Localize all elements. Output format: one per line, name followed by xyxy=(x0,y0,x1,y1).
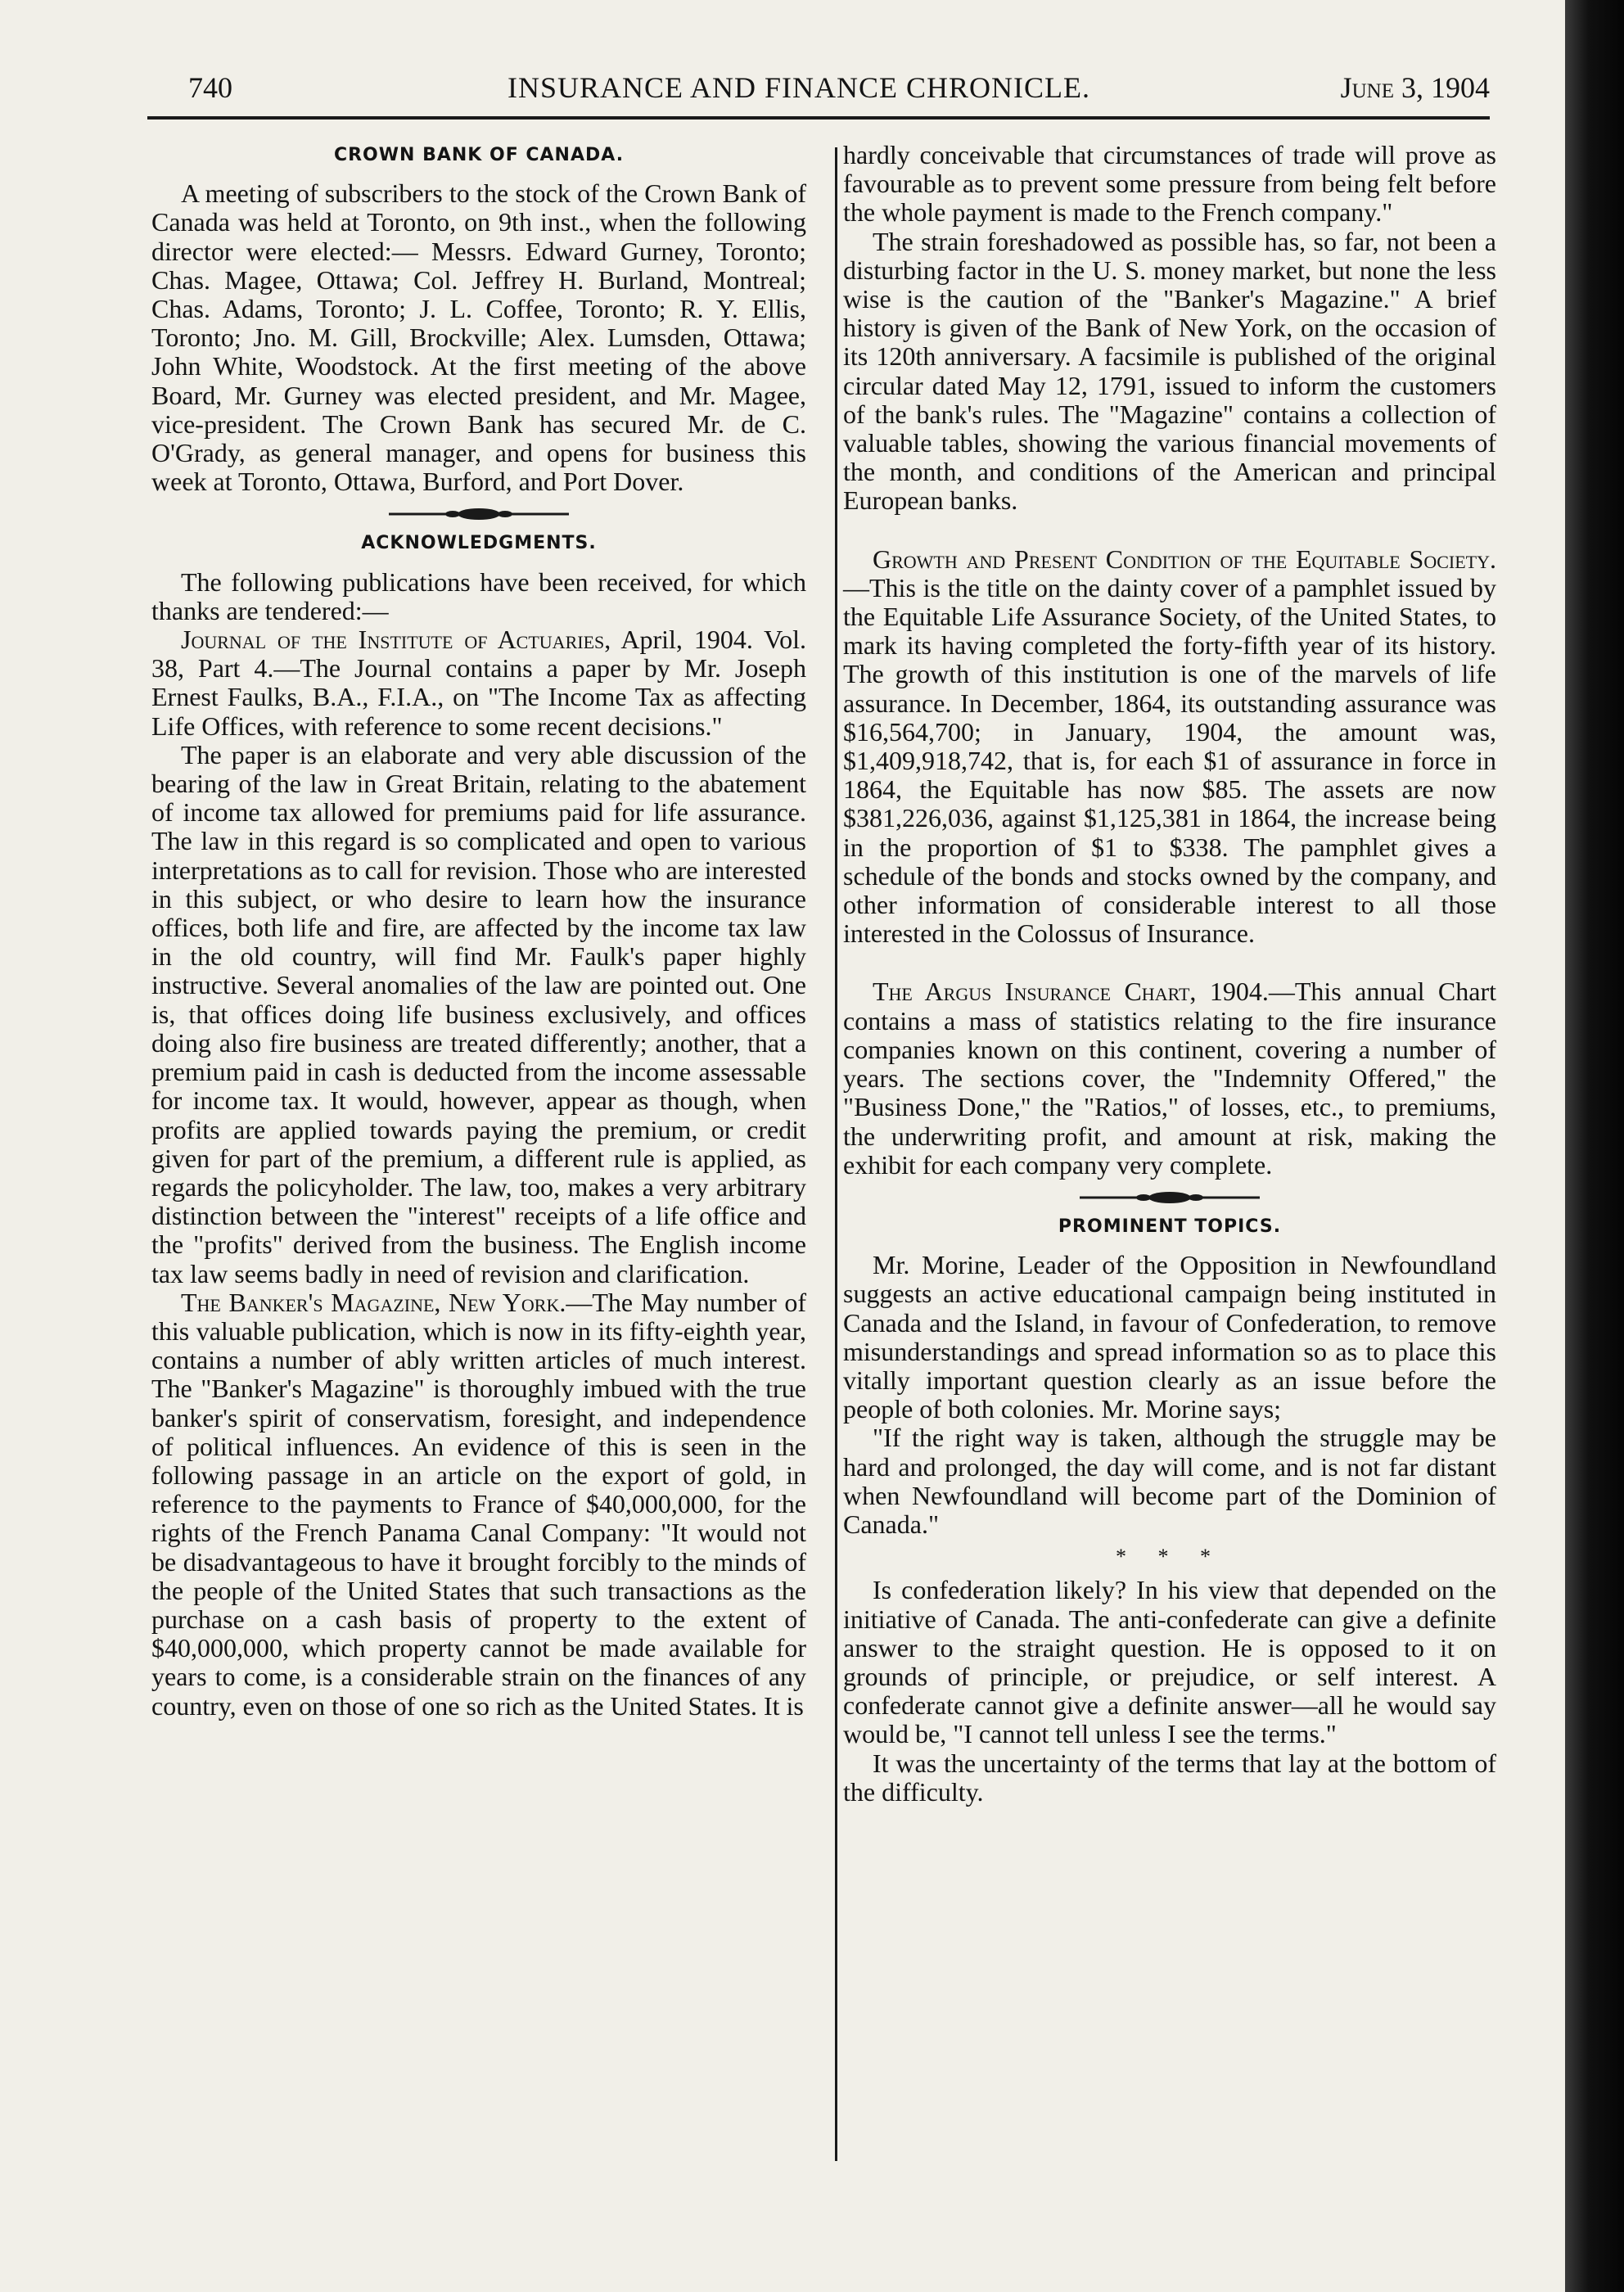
right-column xyxy=(843,141,1496,1807)
page-header xyxy=(147,64,1490,113)
acknowledgments-heading: ACKNOWLEDGMENTS. xyxy=(361,533,597,554)
left-column xyxy=(151,141,806,1721)
book-binding-edge xyxy=(1565,0,1624,2292)
income-tax-paper-paragraph: The paper is an elaborate and very able discussion of the bearing of the law in Great Britain, relating to the abatement of income tax allowed for premiums paid for life assurance. The law in this regard is so complicated and open to various interpretations as to call for revision. Those who are interested in this subject, or who desire to learn how the insurance offices, both life and fire, are affected by the income tax law in the old country, will find Mr. Faulk's paper highly instructive. Several anomalies of the law are pointed out. One is, that offices doing life business exclusively, and offices doing also fire business are treated differently; another, that a premium paid in cash is deducted from the income assessable for income tax. It would, however, appear as though, when profits are applied towards paying the premium, or credit given for part of the premium, a different rule is applied, as regards the policyholder. The law, too, makes a very arbitrary distinction between the "interest" receipts of a life office and the "profits" derived from the business. The English income tax law seems badly in need of revision and clarification. xyxy=(151,739,806,1288)
equitable-society-text: —This is the title on the dainty cover of a pamphlet issued by the Equitable Life Assurance Society, of the United States, to mark its having completed the forty-fifth year of its history. The growth of this institution is one of the marvels of life assurance. In December, 1864, its outstanding assurance was $16,564,700; in January, 1904, the amount was, $1,409,918,742, that is, for each $1 of assurance in force in 1864, the Equitable has now $85. The assets are now $381,226,036, against $1,125,381 in 1864, the increase being in the proportion of $1 to $338. The pamphlet gives a schedule of the bonds and stocks owned by the company, and other information of considerable interest to all those interested in the Colossus of Insurance. xyxy=(843,572,1496,949)
actuaries-journal-title: Journal of the Institute of Actuaries, xyxy=(181,625,611,655)
journal-title: INSURANCE AND FINANCE CHRONICLE. xyxy=(508,71,1091,104)
equitable-society-title: Growth and Present Condition of the Equitable Society. xyxy=(873,544,1496,574)
paragraph-gap xyxy=(843,948,1496,977)
morine-paragraph: Mr. Morine, Leader of the Opposition in Newfoundland suggests an active educational campaign being instituted in Canada and the Island, in favour of Confederation, to remove misunderstandings and spread information so as to place this vitally important question clearly as an issue before the people of both colonies. Mr. Morine says; xyxy=(843,1250,1496,1424)
section-ornament-divider xyxy=(1080,1191,1260,1204)
argus-chart-title: The Argus Insurance Chart, xyxy=(873,977,1197,1007)
acknowledgments-intro: The following publications have been received, for which thanks are tendered:— xyxy=(151,566,806,625)
argus-chart-paragraph xyxy=(843,977,1496,1179)
paragraph-gap xyxy=(843,516,1496,545)
crown-bank-article: A meeting of subscribers to the stock of the Crown Bank of Canada was held at Toronto, on 9th inst., when the following director were elected:— Messrs. Edward Gurney, Toronto; Chas. Magee, Ottawa; Col. Jeffrey H. Burland, Montreal; Chas. Adams, Toronto; J. L. Coffee, Toronto; R. Y. Ellis, Toronto; Jno. M. Gill, Brockville; Alex. Lumsden, Ottawa; John White, Woodstock. At the first meeting of the above Board, Mr. Gurney was elected president, and Mr. Magee, vice-president. The Crown Bank has secured Mr. de C. O'Grady, as general manager, and opens for business this week at Toronto, Ottawa, Burford, and Port Dover. xyxy=(151,178,806,497)
issue-date: June 3, 1904 xyxy=(1340,71,1490,104)
page-number: 740 xyxy=(188,71,232,104)
strain-paragraph: The strain foreshadowed as possible has, so far, not been a disturbing factor in the U. S. money market, but none the less wise is the caution of the "Banker's Magazine." A brief history is given of the Bank of New York, on the occasion of its 120th anniversary. A facsimile is published of the original circular dated May 12, 1791, issued to inform the customers of the bank's rules. The "Magazine" contains a collection of valuable tables, showing the various financial movements of the month, and conditions of the American and principal European banks. xyxy=(843,226,1496,516)
column-divider xyxy=(835,147,837,2161)
confederation-paragraph: Is confederation likely? In his view that depended on the initiative of Canada. The anti-confederate can give a definite answer to the straight question. He is opposed to it on grounds of principle, or prejudice, or self interest. A confederate cannot give a definite answer—all he would say would be, "I cannot tell unless I see the terms." xyxy=(843,1575,1496,1749)
argus-chart-text: 1904.—This annual Chart contains a mass of statistics relating to the fire insurance companies known on this continent, covering a number of years. The sections cover, the "Indemnity Offered," the "Business Done," the "Ratios," of losses, etc., to premiums, the underwriting profit, and amount at risk, making the exhibit for each company very complete. xyxy=(843,977,1497,1180)
bankers-magazine-continuation: hardly conceivable that circumstances of trade will prove as favourable as to prevent some pressure from being felt before the whole payment is made to the French company." xyxy=(843,140,1496,228)
actuaries-journal-paragraph xyxy=(151,625,806,741)
header-rule xyxy=(147,116,1490,120)
equitable-society-paragraph xyxy=(843,545,1496,949)
uncertainty-paragraph: It was the uncertainty of the terms that lay at the bottom of the difficulty. xyxy=(843,1748,1496,1807)
section-ornament-divider xyxy=(389,508,569,521)
prominent-topics-heading: PROMINENT TOPICS. xyxy=(1058,1216,1282,1237)
actuaries-journal-text: April, 1904. Vol. 38, Part 4.—The Journal contains a paper by Mr. Joseph Ernest Faulks, B.A., F.I.A., on "The Income Tax as affecting Life Offices, with reference to some recent decisions." xyxy=(151,625,807,741)
bankers-magazine-text: —The May number of this valuable publication, which is now in its fifty-eighth year, contains a number of ably written articles of much interest. The "Banker's Magazine" is thoroughly imbued with the true banker's spirit of conservatism, foresight, and independence of political influences. An evidence of this is seen in the following passage in an article on the export of gold, in reference to the payments to France of $40,000,000, for the rights of the French Panama Canal Company: "It would not be disadvantageous to have it brought forcibly to the minds of the people of the United States that such transactions as the purchase on a cash basis of property to the extent of $40,000,000, which property cannot be made available for years to come, is a considerable strain on the finances of any country, even on those of one so rich as the United States. It is xyxy=(151,1287,806,1721)
bankers-magazine-title: The Banker's Magazine, New York. xyxy=(181,1287,566,1317)
crown-bank-heading: CROWN BANK OF CANADA. xyxy=(333,145,625,165)
morine-quote: "If the right way is taken, although the struggle may be hard and prolonged, the day will come, and is not far distant when Newfoundland will become part of the Dominion of Canada." xyxy=(843,1423,1496,1539)
asterisk-separator: * * * xyxy=(1116,1545,1224,1569)
bankers-magazine-paragraph xyxy=(151,1288,806,1721)
